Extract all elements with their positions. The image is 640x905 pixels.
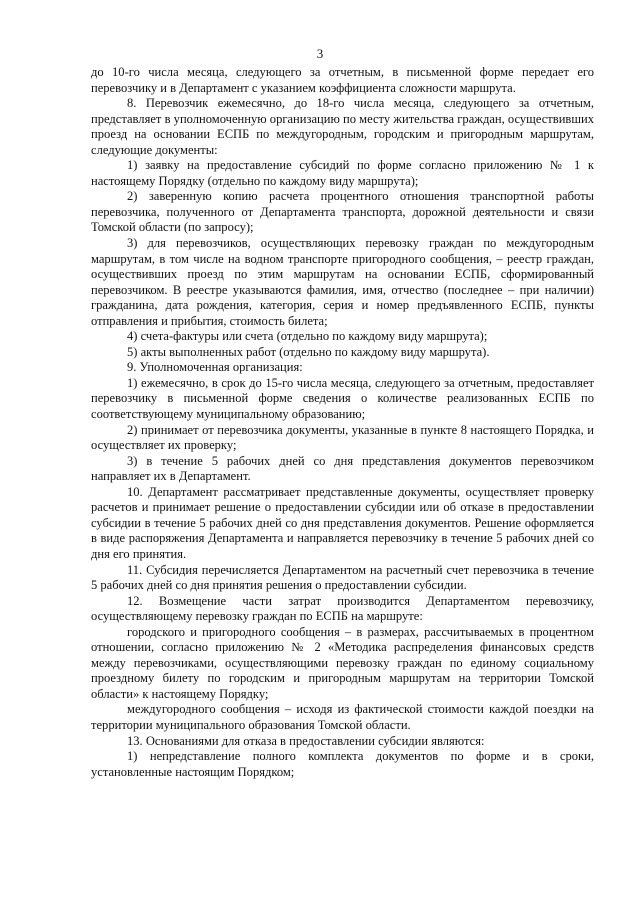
paragraph-item-12: 12. Возмещение части затрат производится Департаментом перевозчику, осуществляющему перевозку граждан по ЕСПБ на маршруте: [91,593,594,624]
paragraph-item-10: 10. Департамент рассматривает представленные документы, осуществляет проверку расчетов и принимает решение о предоставлении субсидии или об отказе в предоставлении субсидии в течение 5 рабочих дней со дня представления документов. Решение оформляется в виде распоряжения Департамента и направляется перевозчику в течение 5 рабочих дней со дня его принятия. [91,484,594,561]
paragraph-item-8-3: 3) для перевозчиков, осуществляющих перевозку граждан по междугородным маршрутам, в том числе на водном транспорте пригородного сообщения, – реестр граждан, осуществивших проезд по этим маршрутам на основании ЕСПБ, сформированный перевозчиком. В реестре указываются фамилия, имя, отчество (последнее – при наличии) гражданина, дата рождения, категория, серия и номер предъявленного ЕСПБ, пункты отправления и прибытия, стоимость билета; [91,236,594,328]
paragraph-item-12-city: городского и пригородного сообщения – в размерах, рассчитываемых в процентном отношении, согласно приложению № 2 «Методика распределения финансовых средств между перевозчиками, осуществляющими перевозку граждан по единому социальному проездному билету по городским и пригородным маршрутам на территории Томской области» к настоящему Порядку; [91,624,594,701]
paragraph-item-8-5: 5) акты выполненных работ (отдельно по каждому виду маршрута). [127,344,490,359]
paragraph-item-13: 13. Основаниями для отказа в предоставлении субсидии являются: [127,733,485,748]
paragraph-item-13-1: 1) непредставление полного комплекта документов по форме и в сроки, установленные настоящим Порядком; [91,749,594,779]
paragraph-item-12-intercity: междугородного сообщения – исходя из фактической стоимости каждой поездки на территории муниципального образования Томской области. [91,702,594,732]
paragraph-item-9-3: 3) в течение 5 рабочих дней со дня представления документов перевозчиком направляет их в Департамент. [91,453,594,484]
paragraph-item-8-1: 1) заявку на предоставление субсидий по форме согласно приложению № 1 к настоящему Порядку (отдельно по каждому виду маршрута); [91,158,594,188]
paragraph-item-8: 8. Перевозчик ежемесячно, до 18-го числа месяца, следующего за отчетным, представляет в уполномоченную организацию по месту жительства граждан, осуществивших проезд на основании ЕСПБ по междугородным, городским и пригородным маршрутам, следующие документы: [91,96,594,157]
paragraph-item-9-2: 2) принимает от перевозчика документы, указанные в пункте 8 настоящего Порядка, и осуществляет их проверку; [91,422,594,453]
document-body [91,65,594,780]
paragraph-item-9-1: 1) ежемесячно, в срок до 15-го числа месяца, следующего за отчетным, предоставляет перевозчику в письменной форме сведения о количестве реализованных ЕСПБ по соответствующему муниципальному образованию; [91,375,594,422]
paragraph-continuation: до 10-го числа месяца, следующего за отчетным, в письменной форме передает его перевозчику и в Департамент с указанием коэффициента сложности маршрута. [91,65,594,95]
paragraph-item-11: 11. Субсидия перечисляется Департаментом на расчетный счет перевозчика в течение 5 рабочих дней со дня принятия решения о предоставлении субсидии. [91,562,594,593]
page-number: 3 [316,46,324,61]
paragraph-item-8-4: 4) счета-фактуры или счета (отдельно по каждому виду маршрута); [127,329,488,344]
paragraph-item-8-2: 2) заверенную копию расчета процентного отношения транспортной работы перевозчика, полученного от Департамента транспорта, дорожной деятельности и связи Томской области (по запросу); [91,189,594,235]
paragraph-item-9: 9. Уполномоченная организация: [127,360,303,375]
